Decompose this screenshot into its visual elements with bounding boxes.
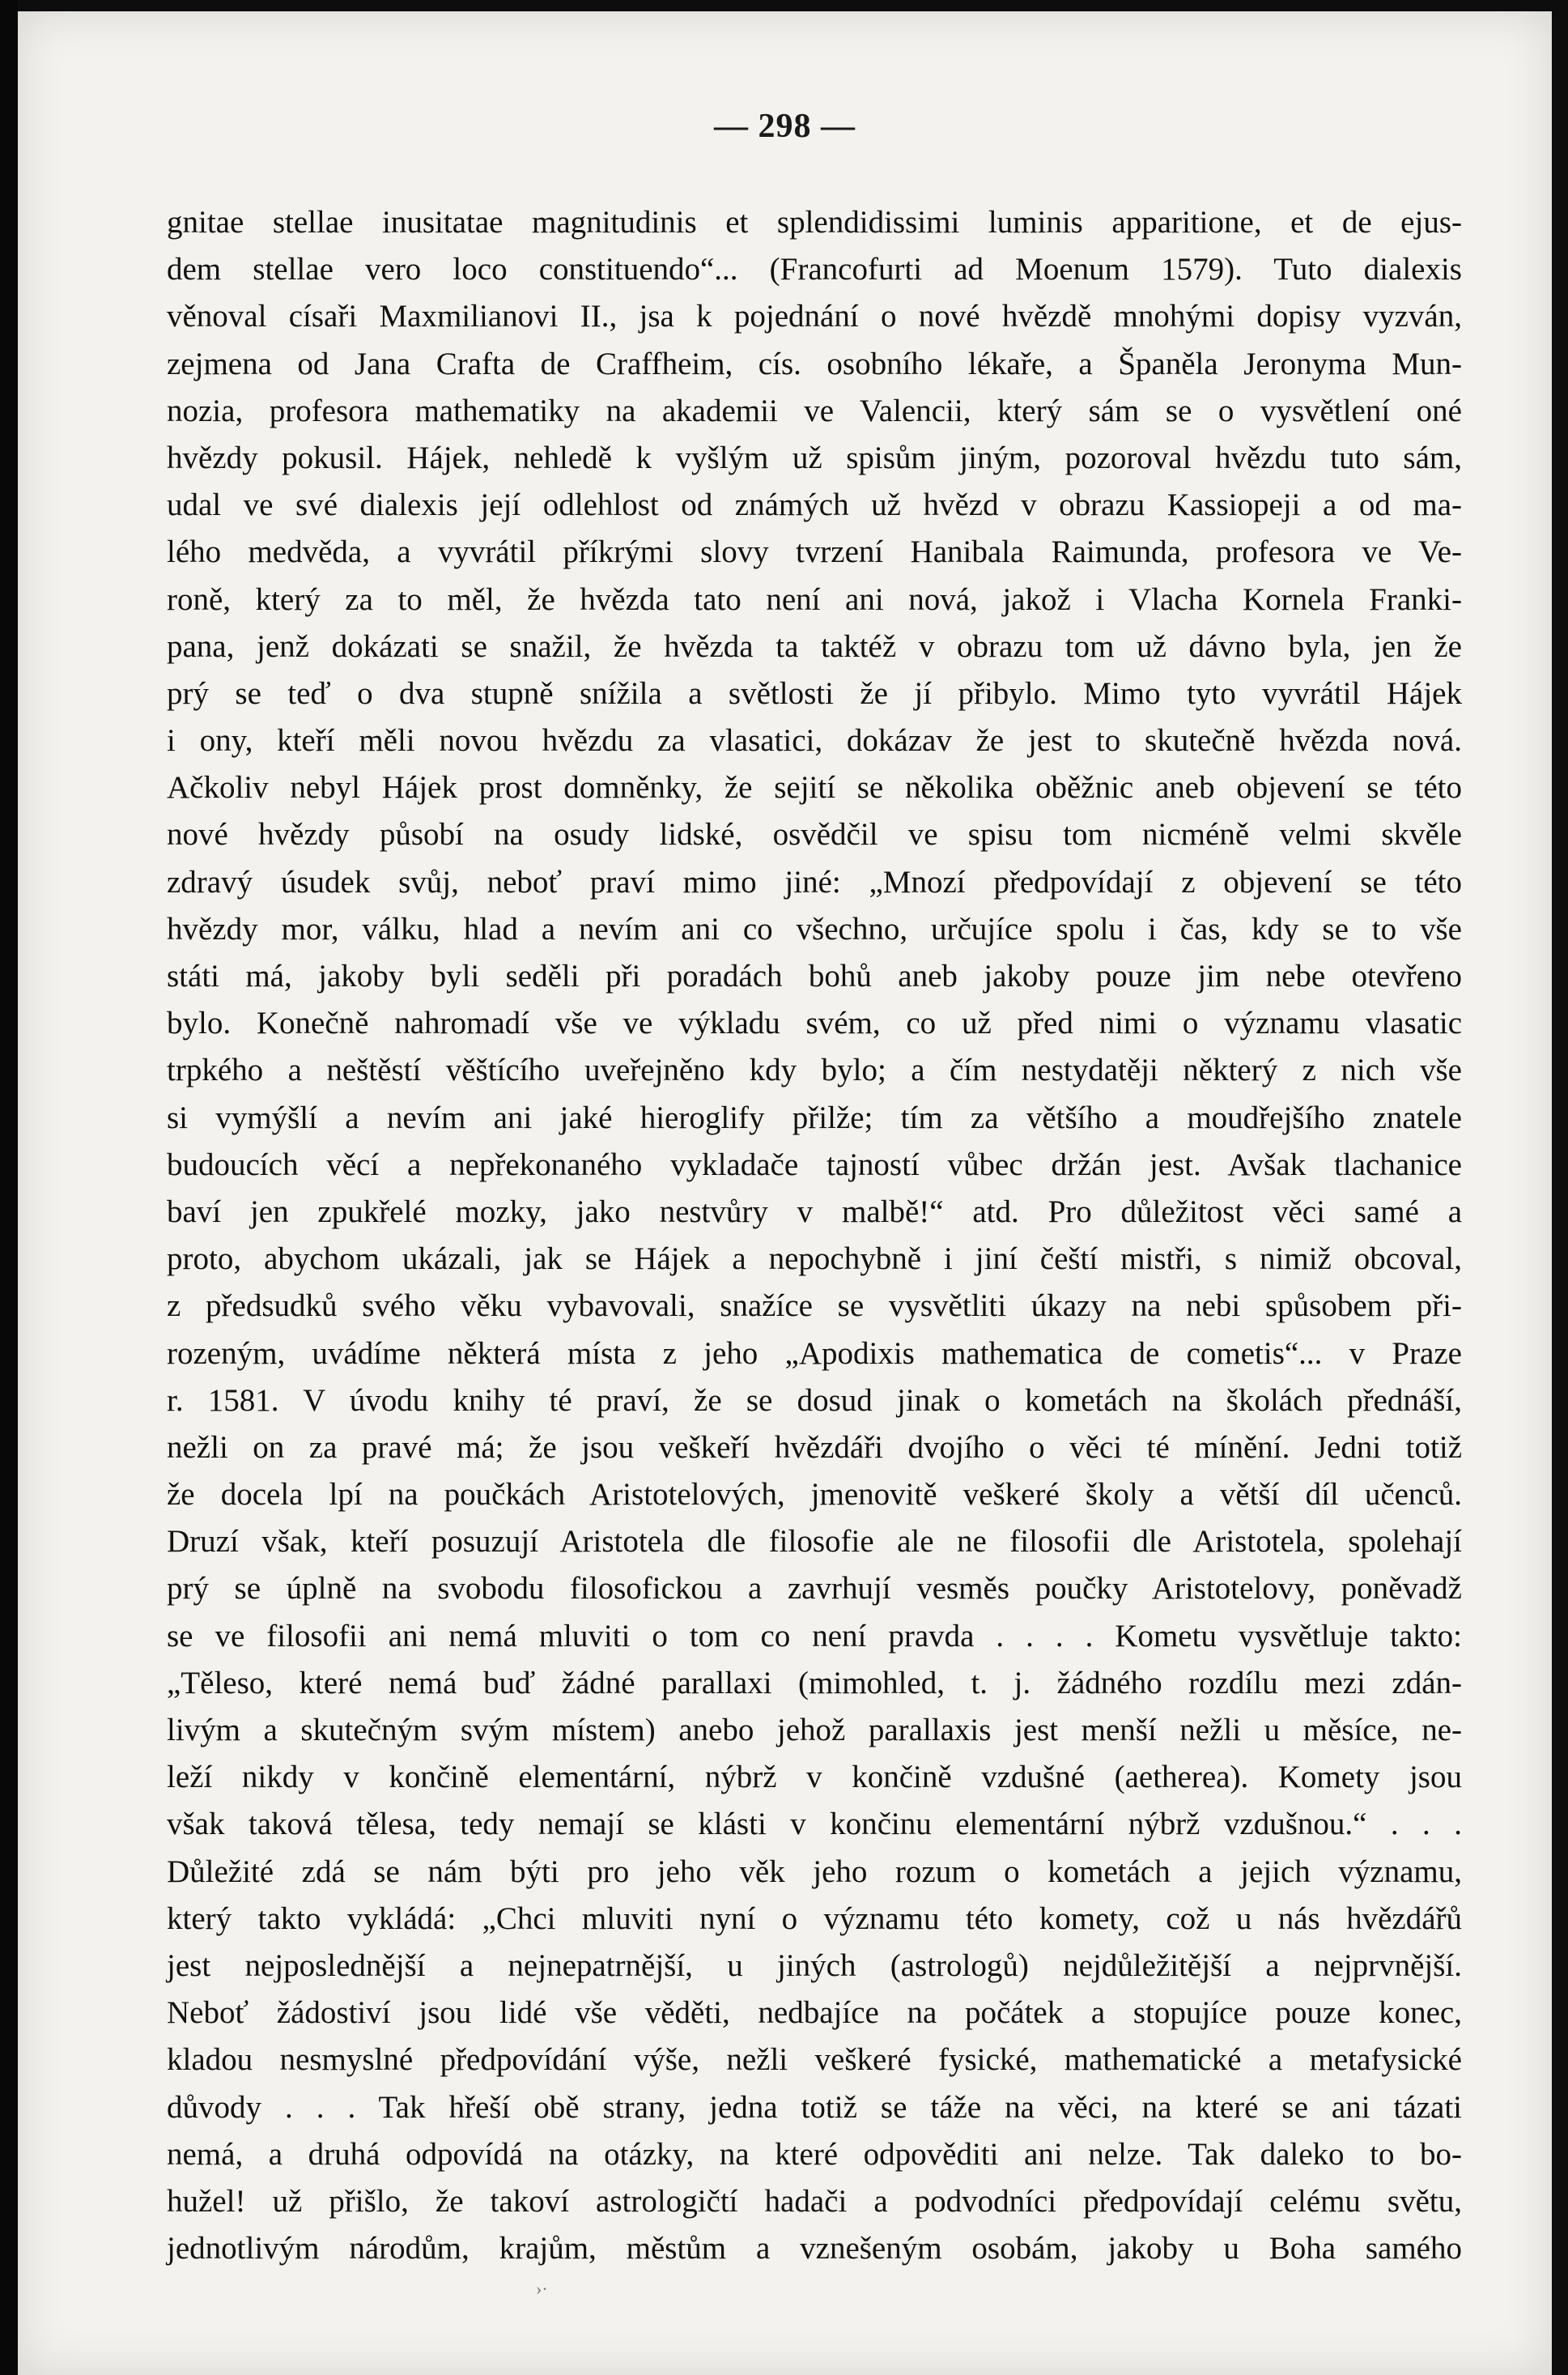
text-line: se ve filosofii ani nemá mluviti o tom co není pravda . . . . Kometu vysvětluje takto: bbox=[167, 1618, 1462, 1654]
text-line: pana, jenž dokázati se snažil, že hvězda ta taktéž v obrazu tom už dávno byla, jen že bbox=[167, 628, 1462, 664]
text-line: Důležité zdá se nám býti pro jeho věk jeho rozum o kometách a jejich významu, bbox=[167, 1854, 1462, 1889]
text-line: který takto vykládá: „Chci mluviti nyní o významu této komety, což u nás hvězdářů bbox=[167, 1900, 1462, 1936]
text-line: Ačkoliv nebyl Hájek prost domněnky, že sejití se několika oběžnic aneb objevení se této bbox=[167, 770, 1462, 806]
text-line: nežli on za pravé má; že jsou veškeří hvězdáři dvojího o věci té mínění. Jedni totiž bbox=[167, 1429, 1462, 1465]
scan-edge bbox=[0, 0, 18, 2375]
text-line: státi má, jakoby byli seděli při poradách bohů aneb jakoby pouze jim nebe otevřeno bbox=[167, 959, 1462, 994]
text-line: věnoval císaři Maxmilianovi II., jsa k pojednání o nové hvězdě mnohými dopisy vyzván, bbox=[167, 299, 1462, 334]
text-line: Neboť žádostiví jsou lidé vše věděti, nedbajíce na počátek a stopujíce pouze konec, bbox=[167, 1995, 1462, 2031]
body-text bbox=[167, 199, 1462, 2272]
text-line: nové hvězdy působí na osudy lidské, osvědčil ve spisu tom nicméně velmi skvěle bbox=[167, 817, 1462, 853]
text-line: však taková tělesa, tedy nemají se klásti v končinu elementární nýbrž vzdušnou.“ . . . bbox=[167, 1807, 1462, 1842]
text-line: Druzí však, kteří posuzují Aristotela dle filosofie ale ne filosofii dle Aristotela, spolehají bbox=[167, 1524, 1462, 1560]
text-line: hvězdy mor, válku, hlad a nevím ani co všechno, určujíce spolu i čas, kdy se to vše bbox=[167, 911, 1462, 947]
text-line: zdravý úsudek svůj, neboť praví mimo jiné: „Mnozí předpovídají z objevení se této bbox=[167, 864, 1462, 900]
text-line: jest nejposlednější a nejnepatrnější, u jiných (astrologů) nejdůležitější a nejprvnější. bbox=[167, 1947, 1462, 1983]
text-line: hvězdy pokusil. Hájek, nehledě k vyšlým už spisům jiným, pozoroval hvězdu tuto sám, bbox=[167, 440, 1462, 475]
text-line: prý se úplně na svobodu filosofickou a zavrhují vesměs poučky Aristotelovy, poněvadž bbox=[167, 1571, 1462, 1607]
text-line: zejmena od Jana Crafta de Craffheim, cís. osobního lékaře, a Španěla Jeronyma Mun- bbox=[167, 346, 1462, 381]
text-line: gnitae stellae inusitatae magnitudinis et splendidissimi luminis apparitione, et de ejus- bbox=[167, 205, 1462, 240]
text-line: proto, abychom ukázali, jak se Hájek a nepochybně i jiní čeští mistři, s nimiž obcoval, bbox=[167, 1241, 1462, 1277]
text-line: lého medvěda, a vyvrátil příkrými slovy tvrzení Hanibala Raimunda, profesora ve Ve- bbox=[167, 534, 1462, 570]
text-line: livým a skutečným svým místem) anebo jehož parallaxis jest menší nežli u měsíce, ne- bbox=[167, 1713, 1462, 1747]
text-line: baví jen zpukřelé mozky, jako nestvůry v malbě!“ atd. Pro důležitost věci samé a bbox=[167, 1194, 1462, 1229]
text-line: trpkého a neštěstí věštícího uveřejněno kdy bylo; a čím nestydatěji některý z nich vše bbox=[167, 1053, 1462, 1088]
text-line: rozeným, uvádíme některá místa z jeho „Apodixis mathematica de cometis“... v Praze bbox=[167, 1335, 1462, 1371]
text-line: hužel! už přišlo, že takoví astrologičtí hadači a podvodníci předpovídají celému světu, bbox=[167, 2183, 1462, 2219]
text-line: prý se teď o dva stupně snížila a světlosti že jí přibylo. Mimo tyto vyvrátil Hájek bbox=[167, 675, 1462, 711]
document-page bbox=[18, 11, 1552, 2375]
text-line: bylo. Konečně nahromadí vše ve výkladu svém, co už před nimi o významu vlasatic bbox=[167, 1006, 1462, 1041]
page-number: — 298 — bbox=[714, 108, 856, 145]
text-line: i ony, kteří měli novou hvězdu za vlasatici, dokázav že jest to skutečně hvězda nová. bbox=[167, 723, 1462, 759]
text-line: z předsudků svého věku vybavovali, snažíce se vysvětliti úkazy na nebi spůsobem při- bbox=[167, 1288, 1462, 1324]
text-line: nozia, profesora mathematiky na akademii ve Valencii, který sám se o vysvětlení oné bbox=[167, 393, 1462, 428]
text-line: si vymýšlí a nevím ani jaké hieroglify přilže; tím za většího a moudřejšího znatele bbox=[167, 1100, 1462, 1135]
text-line: kladou nesmyslné předpovídání výše, nežli veškeré fysické, mathematické a metafysické bbox=[167, 2042, 1462, 2078]
text-line: že docela lpí na poučkách Aristotelových, jmenovitě veškeré školy a větší díl učenců. bbox=[167, 1477, 1462, 1513]
text-line: leží nikdy v končině elementární, nýbrž v končině vzdušné (aetherea). Komety jsou bbox=[167, 1760, 1462, 1795]
text-line: „Těleso, které nemá buď žádné parallaxi (mimohled, t. j. žádného rozdílu mezi zdán- bbox=[167, 1665, 1462, 1700]
text-line: roně, který za to měl, že hvězda tato není ani nová, jakož i Vlacha Kornela Franki- bbox=[167, 581, 1462, 617]
text-line: udal ve své dialexis její odlehlost od známých už hvězd v obrazu Kassiopeji a od ma- bbox=[167, 487, 1462, 523]
text-line: r. 1581. V úvodu knihy té praví, že se dosud jinak o kometách na školách přednáší, bbox=[167, 1382, 1462, 1418]
text-line: budoucích věcí a nepřekonaného vykladače tajností vůbec držán jest. Avšak tlachanice bbox=[167, 1147, 1462, 1182]
text-line: důvody . . . Tak hřeší obě strany, jedna totiž se táže na věci, na které se ani tázati bbox=[167, 2089, 1462, 2125]
text-line: nemá, a druhá odpovídá na otázky, na které odpověditi ani nelze. Tak daleko to bo- bbox=[167, 2136, 1462, 2172]
stray-print-mark: ›· bbox=[536, 2279, 548, 2299]
text-line: jednotlivým národům, krajům, městům a vznešeným osobám, jakoby u Boha samého bbox=[167, 2231, 1462, 2266]
text-line: dem stellae vero loco constituendo“... (Francofurti ad Moenum 1579). Tuto dialexis bbox=[167, 252, 1462, 287]
